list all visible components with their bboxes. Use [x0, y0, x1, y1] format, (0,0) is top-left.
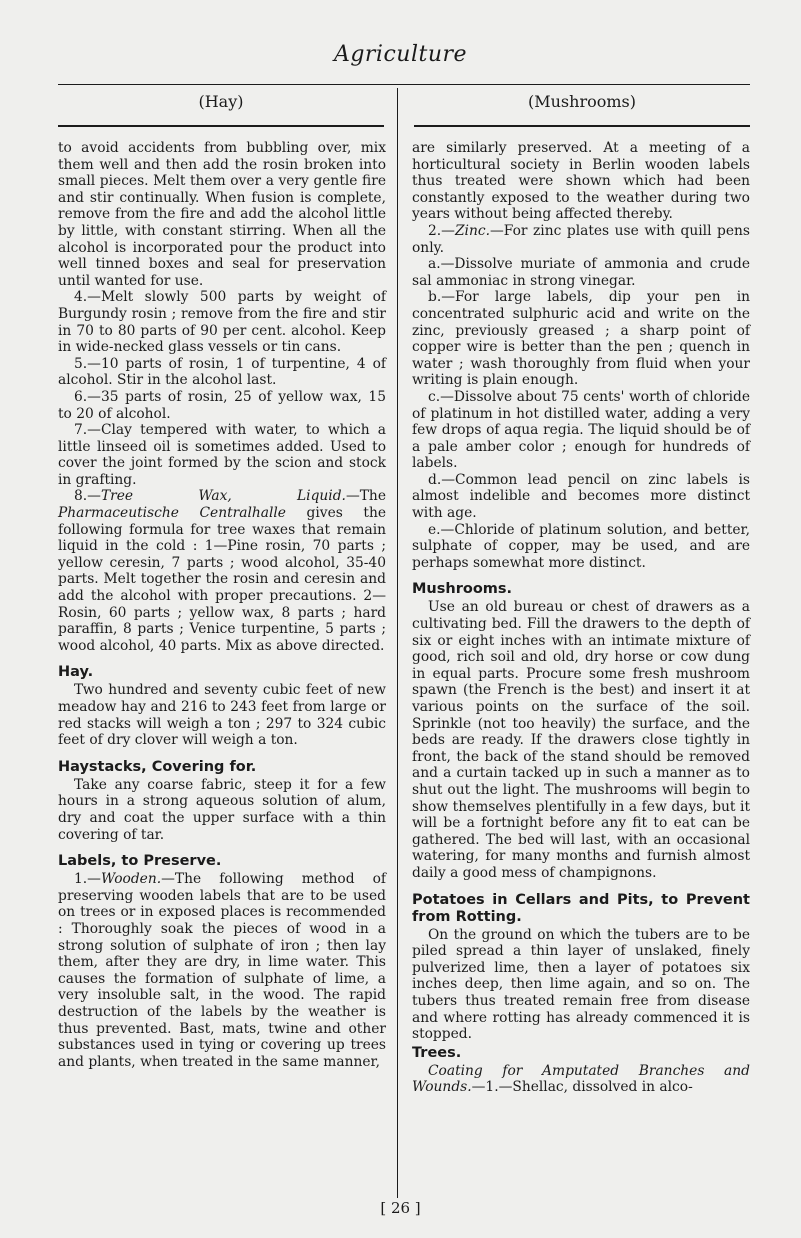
paragraph: e.—Chloride of platinum solution, and better, sulphate of copper, may be used, and are perhaps somewhat more distinct. [412, 521, 750, 571]
italic-text: Tree Wax, Liquid. [100, 488, 346, 505]
section-heading: Hay. [58, 664, 94, 681]
section-heading: Labels, to Preserve. [58, 853, 222, 870]
paragraph [58, 871, 386, 1070]
paragraph [412, 223, 750, 256]
paragraph: d.—Common lead pencil on zinc labels is almost indelible and becomes more distinct with age. [412, 471, 750, 522]
paragraph: 6.—35 parts of rosin, 25 of yellow wax, 15 to 20 of alcohol. [58, 388, 386, 422]
right-column-heading: (Mushrooms) [528, 92, 636, 111]
paragraph: 4.—Melt slowly 500 parts by weight of Burgundy rosin ; remove from the fire and stir in 70 to 80 parts of 90 per cent. alcohol. Keep in wide-necked glass vessels or tin cans. [58, 289, 386, 356]
section-heading: Mushrooms. [412, 581, 513, 598]
right-column [412, 140, 750, 1096]
section-heading: Potatoes in Cellars and Pits, to Prevent from Rotting. [412, 891, 750, 925]
paragraph: Two hundred and seventy cubic feet of new meadow hay and 216 to 243 feet from large or red stacks will weigh a ton ; 297 to 324 cubic feet of dry clover will weigh a ton. [58, 682, 386, 749]
paragraph [412, 1063, 750, 1096]
italic-text: Zinc. [454, 222, 490, 239]
paragraph: a.—Dissolve muriate of ammonia and crude sal ammoniac in strong vinegar. [412, 256, 750, 289]
paragraph: to avoid accidents from bubbling over, mix them well and then add the rosin broken into small pieces. Melt them over a very gentle fire and stir continually. When fusion is complete, remove from the fire and add the alcohol little by little, with constant stirring. When all the alcohol is incorporated pour the product into well tinned boxes and seal for preservation until wanted for use. [58, 140, 386, 289]
italic-text: Coating for Amputated Branches and Wounds. [412, 1062, 750, 1096]
text-run: gives the following formula for tree waxes that remain liquid in the cold : 1—Pine rosin, 70 parts ; yellow ceresin, 7 parts ; wood alcohol, 35-40 parts. Melt together the rosin and ceresin and add the alcohol with proper precautions. 2—Rosin, 60 parts ; yellow wax, 8 parts ; hard paraffin, 8 parts ; Venice turpentine, 5 parts ; wood alcohol, 40 parts. Mix as above directed. [58, 505, 387, 654]
text-run: —For zinc plates use with quill pens only. [412, 222, 750, 256]
paragraph: b.—For large labels, dip your pen in concentrated sulphuric acid and write on the zinc, previously greased ; a sharp point of copper wire is better than the pen ; quench in water ; wash thoroughly from fluid when your writing is plain enough. [412, 289, 750, 389]
paragraph [58, 488, 386, 654]
italic-text: Wooden. [100, 871, 162, 888]
page-number: [ 26 ] [380, 1199, 421, 1217]
page-title: Agriculture [333, 42, 468, 67]
text-run: 8.— [74, 488, 101, 505]
paragraph: c.—Dissolve about 75 cents' worth of chloride of platinum in hot distilled water, adding a very few drops of aqua regia. The liquid should be of a pale amber color ; enough for hundreds of labels. [412, 388, 750, 472]
text-run: —The [345, 488, 386, 505]
text-run: —The following method of preserving wooden labels that are to be used on trees or in exposed places is recommended : Thoroughly soak the pieces of wood in a strong solution of sulphate of iron ; then lay them, after they are dry, in lime water. This causes the formation of sulphate of lime, a very insoluble salt, in the wood. The rapid destruction of the labels by the weather is thus prevented. Bast, mats, twine and other substances used in tying or covering up trees and plants, when treated in the same manner, [58, 871, 386, 1070]
text-run: 1.— [74, 871, 101, 888]
italic-text: Pharmaceutische Centralhalle [58, 505, 286, 522]
text-run: 2.— [428, 222, 455, 239]
title-rule [58, 84, 750, 85]
left-column [58, 140, 386, 1070]
left-heading-rule [58, 125, 384, 127]
section-heading: Trees. [412, 1044, 462, 1061]
paragraph: Use an old bureau or chest of drawers as a cultivating bed. Fill the drawers to the depth of six or eight inches with an intimate mixture of good, rich soil and old, dry horse or cow dung in equal parts. Procure some fresh mushroom spawn (the French is the best) and insert it at various points on the surface of the soil. Sprinkle (not too heavily) the surface, and the beds are ready. If the drawers close tightly in front, the back of the stand should be removed and a curtain tacked up in such a manner as to shut out the light. The mushrooms will begin to show themselves plentifully in a few days, but it will be a fortnight before any fit to eat can be gathered. The bed will last, with an occasional watering, for many months and furnish almost daily a good mess of champignons. [412, 599, 750, 881]
paragraph: On the ground on which the tubers are to be piled spread a thin layer of unslaked, finely pulverized lime, then a layer of potatoes six inches deep, then lime again, and so on. The tubers thus treated remain free from disease and where rotting has already commenced it is stopped. [412, 926, 750, 1043]
column-divider [397, 88, 398, 1198]
paragraph: are similarly preserved. At a meeting of a horticultural society in Berlin wooden labels thus treated were shown which had been constantly exposed to the weather during two years without being affected thereby. [412, 140, 750, 223]
paragraph: 7.—Clay tempered with water, to which a little linseed oil is sometimes added. Used to cover the joint formed by the scion and stock in grafting. [58, 422, 386, 488]
paragraph: 5.—10 parts of rosin, 1 of turpentine, 4 of alcohol. Stir in the alcohol last. [58, 355, 386, 389]
right-heading-rule [414, 125, 750, 127]
left-column-heading: (Hay) [198, 92, 244, 111]
text-run: —1.—Shellac, dissolved in alco- [471, 1079, 693, 1096]
section-heading: Haystacks, Covering for. [58, 758, 257, 775]
paragraph: Take any coarse fabric, steep it for a few hours in a strong aqueous solution of alum, dry and coat the upper surface with a thin covering of tar. [58, 776, 386, 843]
